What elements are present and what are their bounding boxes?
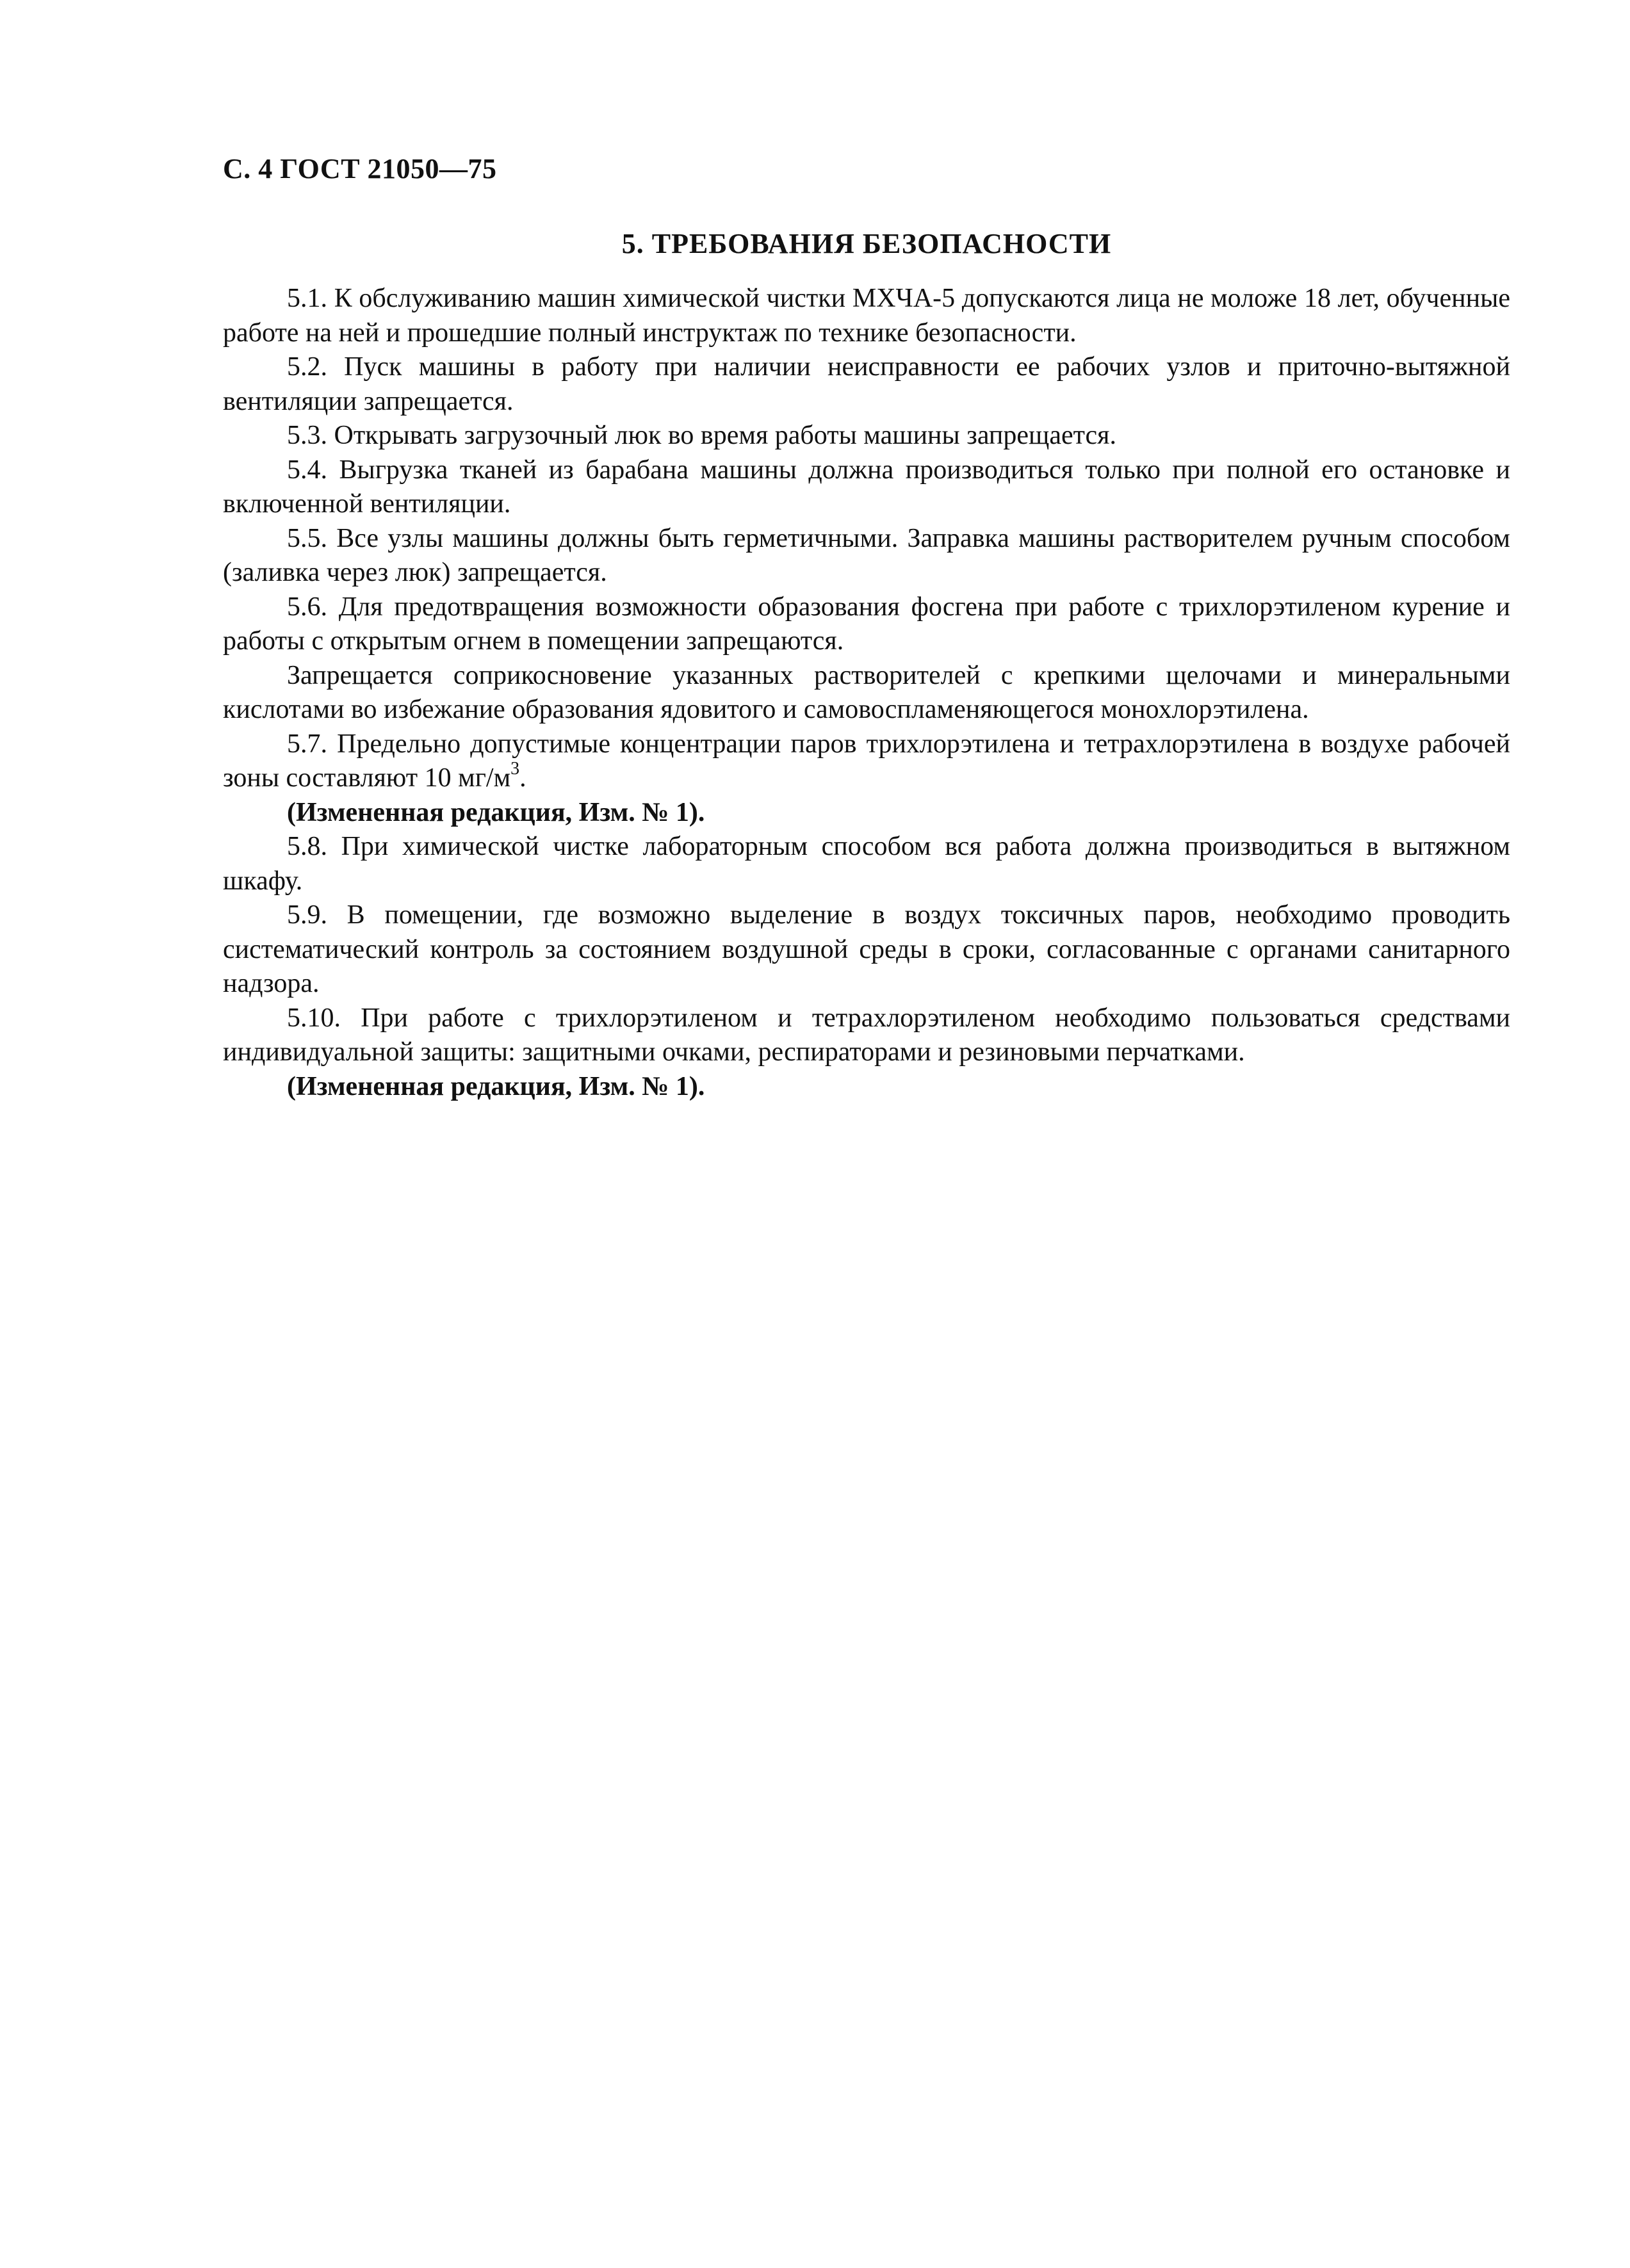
amendment-note-1: (Измененная редакция, Изм. № 1). <box>287 797 705 827</box>
paragraph-5-2: 5.2. Пуск машины в работу при наличии неисправности ее рабочих узлов и приточно-вытяжной вентиляции запрещается. <box>223 352 1510 416</box>
paragraph-5-7-text: 5.7. Предельно допустимые концентрации паров трихлорэтилена и тетрахлорэтилена в воздухе рабочей зоны составляют 10 мг/м <box>223 729 1510 793</box>
amendment-note-2: (Измененная редакция, Изм. № 1). <box>287 1071 705 1101</box>
paragraph-5-6: 5.6. Для предотвращения возможности образования фосгена при работе с трихлорэтиленом курение и работы с открытым огнем в помещении запрещаются. <box>223 592 1510 656</box>
paragraph-5-10: 5.10. При работе с трихлорэтиленом и тетрахлорэтиленом необходимо пользоваться средствами индивидуальной защиты: защитными очками, респираторами и резиновыми перчатками. <box>223 1003 1510 1067</box>
page-header: С. 4 ГОСТ 21050—75 <box>223 153 497 184</box>
section-body <box>223 282 1510 1104</box>
paragraph-5-8: 5.8. При химической чистке лабораторным способом вся работа должна производиться в вытяжном шкафу. <box>223 832 1510 896</box>
paragraph-5-7-superscript: 3 <box>510 759 520 779</box>
paragraph-5-4: 5.4. Выгрузка тканей из барабана машины должна производиться только при полной его остановке и включенной вентиляции. <box>223 455 1510 519</box>
paragraph-5-9: 5.9. В помещении, где возможно выделение в воздух токсичных паров, необходимо проводить систематический контроль за состоянием воздушной среды в сроки, согласованные с органами санитарного надзора. <box>223 900 1510 998</box>
paragraph-5-6-continued: Запрещается соприкосновение указанных растворителей с крепкими щелочами и минеральными кислотами во избежание образования ядовитого и самовоспламеняющегося монохлорэтилена. <box>223 660 1510 724</box>
section-title: 5. ТРЕБОВАНИЯ БЕЗОПАСНОСТИ <box>621 228 1112 259</box>
paragraph-5-5: 5.5. Все узлы машины должны быть герметичными. Заправка машины растворителем ручным способом (заливка через люк) запрещается. <box>223 523 1510 587</box>
paragraph-5-3: 5.3. Открывать загрузочный люк во время работы машины запрещается. <box>287 421 1116 450</box>
paragraph-5-1: 5.1. К обслуживанию машин химической чистки МХЧА-5 допускаются лица не моложе 18 лет, обученные работе на ней и прошедшие полный инструктаж по технике безопасности. <box>223 284 1510 348</box>
paragraph-5-7 <box>223 727 1510 796</box>
paragraph-5-7-tail: . <box>519 763 526 793</box>
